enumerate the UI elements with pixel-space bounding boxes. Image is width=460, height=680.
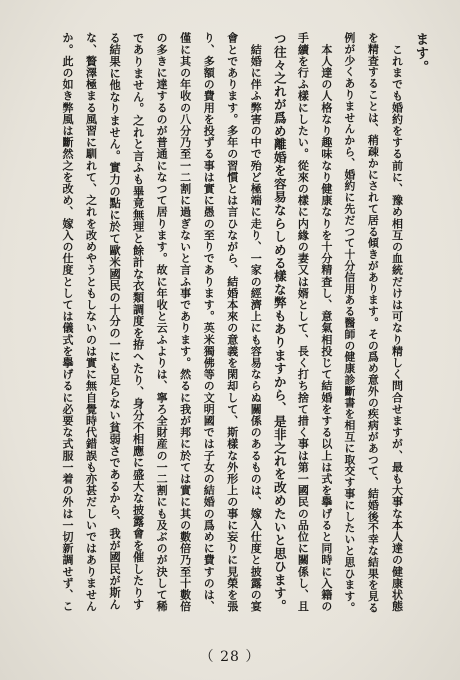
- text-column-4: 例が少くありませんから、婚約に先だつて十分信用ある醫師の健康診斷書を相互に取交す事にしたいと思ひます。: [343, 32, 357, 614]
- text-column-11: 僅に其の年收の八分乃至一二割に過ぎないと言ふ事であります。然るに我が邦に於ては實に其の數倍乃至十數倍: [178, 32, 192, 612]
- text-column-7: つ往々之れが爲め離婚を容易ならしめる樣な弊もありますから、是非之れを改めたいと思ひます。: [271, 32, 287, 613]
- text-column-14: る結果に他なりません。實力の點に於て歐米國民の十分の一にも足らない貧弱さであるから、我が國民が斯ん: [108, 32, 123, 611]
- text-column-5: 本人達の人格なり趣味なり健康なりを十分精査し、意氣相投じて結婚をする以上は式を擧げると同時に入籍の: [319, 32, 333, 612]
- text-column-2: これまでも婚約をする前に、豫め相互の血統だけは可なり精しく問合せますが、最も大事な本人達の健康状態: [390, 32, 404, 612]
- text-column-3: を精査することは、稍疎かにされて居る傾きがあります。その爲め意外の疾病があつて、結婚後不幸な結果を見る: [366, 32, 380, 614]
- text-column-13: でありません。之れと言ふも畢竟無理と餘計な衣類調度を拵へたり、身分不相應に盛大な披露會を催したりす: [131, 32, 146, 611]
- text-column-1: ます。: [412, 32, 429, 74]
- text-column-15: な、贅澤極まる風習に馴れて、之れを改めやうともしないのは實に無自覺時代錯誤も亦甚だしいではありません: [84, 32, 98, 612]
- text-column-12: の多きに達するのが普通になつて居ります。故に年收と云ふよりは、寧ろ全財産の一二割にも及ぶのが決して稀: [155, 32, 169, 612]
- text-column-16: か。此の如き弊風は斷然之を改め、嫁入の仕度としては儀式を擧げるに必要な式服一着の外は一切新調せず、こ: [61, 32, 74, 612]
- text-column-6: 手續を行ふ樣にしたい。從來の樣に内緣の妻又は婿として、長く打ち捨て措く事は第一國民の品位に關係し、且: [296, 32, 310, 612]
- text-column-10: り、多額の費用を投ずる事は實に愚の至りであります。英米獨佛等の文明國では子女の結婚の爲めに費すのは、: [202, 32, 216, 612]
- text-column-9: 會とであります。多年の習慣とは言ひながら、結婚本來の意義を閑却して、斯樣な外形上の事に妄りに見榮を張: [225, 32, 239, 612]
- vertical-text-body: [58, 32, 430, 614]
- page-number: （ 28 ）: [199, 649, 261, 665]
- text-column-8: 結婚に伴ふ弊害の中で殆ど極端に走り、一家の經濟上にも容易ならぬ關係のあるものは、嫁入仕度と披露の宴: [249, 32, 263, 612]
